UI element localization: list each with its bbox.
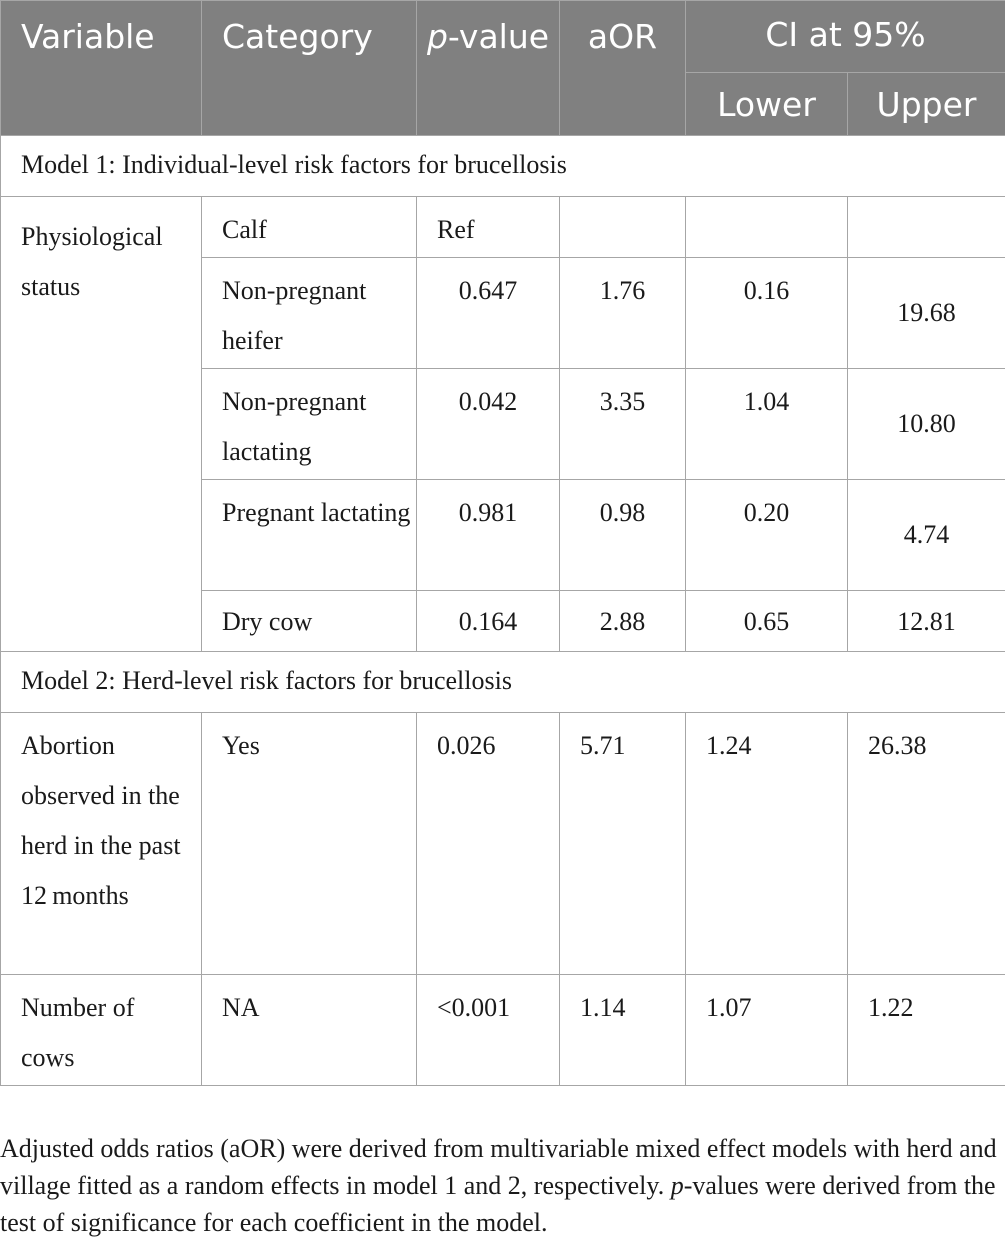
category-cell: Non-pregnant heifer	[202, 258, 417, 369]
upper-cell: 19.68	[848, 258, 1005, 369]
category-cell: Pregnant lactating	[202, 480, 417, 591]
p-value-cell: 0.026	[417, 713, 560, 975]
variable-cell: Abortion observed in the herd in the past 12 months	[1, 713, 202, 975]
header-category: Category	[202, 1, 417, 136]
upper-cell: 4.74	[848, 480, 1005, 591]
variable-cell: Number of cows	[1, 975, 202, 1086]
aor-cell: 3.35	[560, 369, 686, 480]
header-ci: CI at 95%	[686, 1, 1005, 73]
category-cell: Dry cow	[202, 591, 417, 652]
category-cell: Calf	[202, 197, 417, 258]
p-value-cell: Ref	[417, 197, 560, 258]
aor-cell: 1.76	[560, 258, 686, 369]
lower-cell	[686, 197, 848, 258]
p-value-cell: 0.042	[417, 369, 560, 480]
upper-cell: 26.38	[848, 713, 1005, 975]
header-variable: Variable	[1, 1, 202, 136]
model1-variable: Physiological status	[1, 197, 202, 652]
category-cell: Yes	[202, 713, 417, 975]
header-lower: Lower	[686, 72, 848, 135]
upper-cell	[848, 197, 1005, 258]
lower-cell: 1.07	[686, 975, 848, 1086]
lower-cell: 1.04	[686, 369, 848, 480]
category-cell: Non-pregnant lactating	[202, 369, 417, 480]
p-value-cell: 0.164	[417, 591, 560, 652]
table-footnote: Adjusted odds ratios (aOR) were derived from multivariable mixed effect models with herd and village fitted as a random effects in model 1 and 2, respectively. p-values were derived from the test of significance for each coefficient in the model.	[0, 1134, 997, 1237]
upper-cell: 12.81	[848, 591, 1005, 652]
lower-cell: 0.65	[686, 591, 848, 652]
category-cell: NA	[202, 975, 417, 1086]
p-value-cell: 0.647	[417, 258, 560, 369]
model2-title: Model 2: Herd-level risk factors for brucellosis	[1, 652, 1005, 713]
p-value-cell: 0.981	[417, 480, 560, 591]
lower-cell: 1.24	[686, 713, 848, 975]
aor-cell	[560, 197, 686, 258]
header-aor: aOR	[560, 1, 686, 136]
lower-cell: 0.16	[686, 258, 848, 369]
upper-cell: 1.22	[848, 975, 1005, 1086]
model1-title: Model 1: Individual-level risk factors for brucellosis	[1, 136, 1005, 197]
lower-cell: 0.20	[686, 480, 848, 591]
aor-cell: 2.88	[560, 591, 686, 652]
p-value-cell: <0.001	[417, 975, 560, 1086]
header-upper: Upper	[848, 72, 1005, 135]
aor-cell: 0.98	[560, 480, 686, 591]
header-p-value: p-value	[417, 1, 560, 136]
aor-cell: 5.71	[560, 713, 686, 975]
upper-cell: 10.80	[848, 369, 1005, 480]
aor-cell: 1.14	[560, 975, 686, 1086]
